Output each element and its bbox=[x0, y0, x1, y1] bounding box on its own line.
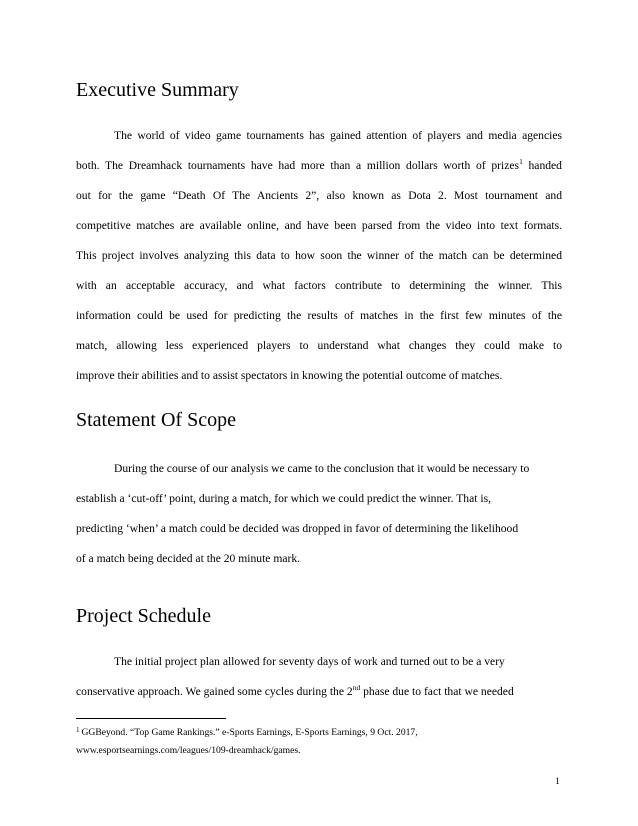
text-line: predicting ‘when’ a match could be decided was dropped in favor of determining the likelihood bbox=[76, 522, 519, 535]
text-line: This project involves analyzing this data to how soon the winner of the match can be determined bbox=[76, 249, 562, 262]
executive-summary-paragraph bbox=[76, 127, 562, 397]
text-line: information could be used for predicting the results of matches in the first few minutes of the bbox=[76, 309, 562, 322]
footnote-reference[interactable]: 1 bbox=[519, 157, 523, 166]
text-line: improve their abilities and to assist spectators in knowing the potential outcome of matches. bbox=[76, 369, 503, 382]
statement-of-scope-paragraph bbox=[76, 460, 562, 580]
footnote bbox=[76, 724, 562, 760]
text-line: out for the game “Death Of The Ancients 2”, also known as Dota 2. Most tournament and bbox=[76, 189, 562, 202]
ordinal-suffix: nd bbox=[352, 683, 361, 692]
footnote-line: $^1$ GGBeyond. “Top Game Rankings.” e-Sports Earnings, E-Sports Earnings, 9 Oct. 2017, bbox=[76, 726, 418, 738]
text-line: During the course of our analysis we came to the conclusion that it would be necessary to bbox=[114, 462, 530, 475]
text-line: competitive matches are available online, and have been parsed from the video into text formats. bbox=[76, 219, 562, 232]
text-line: The world of video game tournaments has gained attention of players and media agencies bbox=[114, 129, 562, 142]
text-line: conservative approach. We gained some cycles during the 2nd phase due to fact that we needed bbox=[76, 683, 514, 698]
text-line: of a match being decided at the 20 minute mark. bbox=[76, 552, 301, 565]
page-number: 1 bbox=[555, 776, 560, 787]
heading-statement-of-scope: Statement Of Scope bbox=[76, 409, 236, 431]
text-line: match, allowing less experienced players to understand what changes they could make to bbox=[76, 339, 562, 352]
footnote-number: 1 bbox=[76, 726, 80, 734]
footnote-divider bbox=[76, 718, 226, 719]
text-line: both. The Dreamhack tournaments have had more than a million dollars worth of prizes$^1$ handed bbox=[76, 157, 562, 172]
text-line: establish a ‘cut-off’ point, during a match, for which we could predict the winner. That is, bbox=[76, 492, 492, 505]
heading-project-schedule: Project Schedule bbox=[76, 605, 211, 627]
text-line: with an acceptable accuracy, and what factors contribute to determining the winner. This bbox=[76, 279, 562, 292]
footnote-url[interactable]: www.esportsearnings.com/leagues/109-dreamhack/games. bbox=[76, 745, 301, 756]
heading-executive-summary: Executive Summary bbox=[76, 79, 239, 101]
text-line: The initial project plan allowed for seventy days of work and turned out to be a very bbox=[114, 655, 505, 668]
project-schedule-paragraph bbox=[76, 653, 562, 713]
